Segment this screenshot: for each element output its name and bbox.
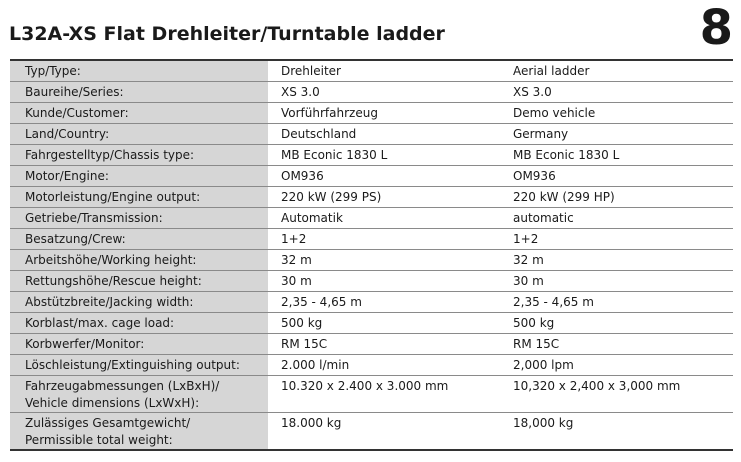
value-german: 2,35 - 4,65 m — [268, 292, 500, 313]
value-english: OM936 — [500, 166, 733, 187]
row-label-line: Zulässiges Gesamtgewicht/ — [25, 416, 191, 430]
table-row — [10, 413, 733, 451]
table-row — [10, 292, 733, 313]
table-row — [10, 355, 733, 376]
value-english: 30 m — [500, 271, 733, 292]
row-label: Getriebe/Transmission: — [10, 208, 268, 229]
value-german: Deutschland — [268, 124, 500, 145]
value-english: 10,320 x 2,400 x 3,000 mm — [500, 376, 733, 413]
row-label: Arbeitshöhe/Working height: — [10, 250, 268, 271]
row-label: Rettungshöhe/Rescue height: — [10, 271, 268, 292]
value-english: 18,000 kg — [500, 413, 733, 451]
row-label: Fahrgestelltyp/Chassis type: — [10, 145, 268, 166]
value-german: 18.000 kg — [268, 413, 500, 451]
row-label: Besatzung/Crew: — [10, 229, 268, 250]
value-german: 220 kW (299 PS) — [268, 187, 500, 208]
page-title: L32A-XS Flat Drehleiter/Turntable ladder — [9, 23, 445, 45]
row-label: Baureihe/Series: — [10, 82, 268, 103]
table-row — [10, 229, 733, 250]
table-row — [10, 145, 733, 166]
value-german: MB Econic 1830 L — [268, 145, 500, 166]
value-english: 500 kg — [500, 313, 733, 334]
value-german: 1+2 — [268, 229, 500, 250]
row-label-line: Fahrzeugabmessungen (LxBxH)/ — [25, 379, 220, 393]
value-english: automatic — [500, 208, 733, 229]
table-row — [10, 271, 733, 292]
value-english: XS 3.0 — [500, 82, 733, 103]
table-row — [10, 208, 733, 229]
value-german: 30 m — [268, 271, 500, 292]
row-label: Korbwerfer/Monitor: — [10, 334, 268, 355]
table-row — [10, 103, 733, 124]
table-row — [10, 376, 733, 413]
page-number: 8 — [699, 0, 733, 56]
row-label: Motor/Engine: — [10, 166, 268, 187]
row-label: Land/Country: — [10, 124, 268, 145]
value-english: 2,35 - 4,65 m — [500, 292, 733, 313]
row-label — [10, 413, 268, 451]
spec-table — [10, 59, 733, 451]
value-german: XS 3.0 — [268, 82, 500, 103]
row-label: Löschleistung/Extinguishing output: — [10, 355, 268, 376]
value-english: 220 kW (299 HP) — [500, 187, 733, 208]
value-german: 500 kg — [268, 313, 500, 334]
value-english: MB Econic 1830 L — [500, 145, 733, 166]
table-row — [10, 187, 733, 208]
table-row — [10, 124, 733, 145]
table-row — [10, 60, 733, 82]
value-german: Drehleiter — [268, 60, 500, 82]
row-label: Korblast/max. cage load: — [10, 313, 268, 334]
value-german: 10.320 x 2.400 x 3.000 mm — [268, 376, 500, 413]
value-german: RM 15C — [268, 334, 500, 355]
row-label-line: Permissible total weight: — [25, 433, 173, 447]
row-label: Kunde/Customer: — [10, 103, 268, 124]
value-english: Demo vehicle — [500, 103, 733, 124]
table-row — [10, 82, 733, 103]
table-row — [10, 166, 733, 187]
row-label-line: Vehicle dimensions (LxWxH): — [25, 396, 200, 410]
value-english: Aerial ladder — [500, 60, 733, 82]
row-label: Motorleistung/Engine output: — [10, 187, 268, 208]
row-label — [10, 376, 268, 413]
value-english: 2,000 lpm — [500, 355, 733, 376]
value-english: 1+2 — [500, 229, 733, 250]
table-row — [10, 334, 733, 355]
row-label: Typ/Type: — [10, 60, 268, 82]
value-english: RM 15C — [500, 334, 733, 355]
row-label: Abstützbreite/Jacking width: — [10, 292, 268, 313]
value-german: 2.000 l/min — [268, 355, 500, 376]
value-english: Germany — [500, 124, 733, 145]
value-german: OM936 — [268, 166, 500, 187]
value-german: Automatik — [268, 208, 500, 229]
table-row — [10, 250, 733, 271]
value-english: 32 m — [500, 250, 733, 271]
value-german: 32 m — [268, 250, 500, 271]
value-german: Vorführfahrzeug — [268, 103, 500, 124]
table-row — [10, 313, 733, 334]
